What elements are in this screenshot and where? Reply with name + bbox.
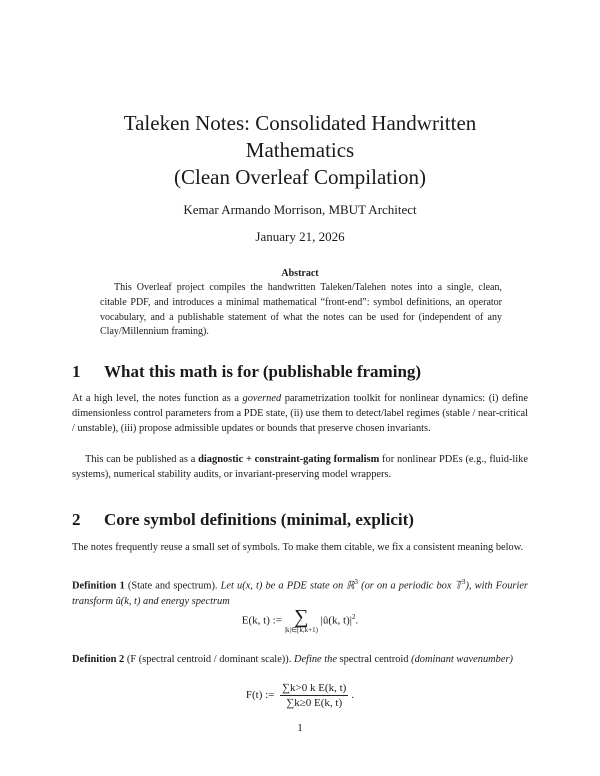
p1-text-b: parametrization toolkit for nonlinear dynamics: (i) define dimensionless control parameters from a PDE state, (ii) use them to detect/label regimes (stable / near-critical / unstable), (iii) propose admissible updates or bounds that preserve chosen invariants. (72, 393, 528, 435)
title-line-1: Taleken Notes: Consolidated Handwritten (123, 111, 477, 135)
eq1-rhs: |û(k, t)| (320, 614, 352, 627)
eq2-fraction (280, 682, 348, 709)
abstract-heading: Abstract (281, 268, 319, 279)
eq2-numerator: ∑k>0 k E(k, t) (282, 682, 347, 694)
definition-1 (72, 575, 528, 609)
p2-bold-term: diagnostic + constraint-gating formalism (198, 454, 380, 465)
title-line-2: Mathematics (245, 138, 355, 162)
definition-2-text-b: (dominant wavenumber) (411, 654, 513, 665)
section-1-number: 1 (72, 362, 81, 381)
eq1-lhs: E(k, t) := (241, 614, 282, 627)
definition-2-term: spectral centroid (339, 654, 409, 665)
section-1-heading (72, 362, 421, 382)
author-line: Kemar Armando Morrison, MBUT Architect (183, 202, 417, 217)
eq1-power: 2 (351, 612, 356, 621)
section-1-title: What this math is for (publishable framing) (104, 362, 422, 381)
sum-subscript: |k|∈[k,k+1) (284, 626, 318, 634)
definition-1-label: Definition 1 (72, 580, 125, 592)
eq2-lhs: F(t) := (245, 689, 275, 702)
eq2-denominator: ∑k≥0 E(k, t) (286, 697, 343, 709)
eq1-sum (285, 608, 318, 634)
page-number: 1 (297, 722, 303, 734)
section-1-paragraph-1 (72, 391, 528, 437)
definition-1-text-c: ), with Fourier transform û(k, t) and energy spectrum (72, 580, 528, 607)
section-2-heading (72, 510, 414, 530)
equation-spectral-centroid (0, 682, 600, 709)
section-1-paragraph-2 (72, 452, 528, 482)
abstract-body: This Overleaf project compiles the handwritten Taleken/Talehen notes into a single, clean, citable PDF, and introduces a minimal mathematical “front-end”: symbol definitions, an operator vocabulary, and a publishable statement of what the notes can be used for (independent of any Clay/Millennium framing). (100, 282, 502, 338)
definition-1-text-a: Let u(x, t) be a PDE state on ℝ (220, 580, 355, 592)
definition-1-text-b: (or on a periodic box 𝕋 (358, 580, 462, 592)
date-line: January 21, 2026 (255, 229, 345, 244)
equation-energy-spectrum (0, 608, 600, 634)
definition-2 (72, 652, 528, 667)
title-line-3: (Clean Overleaf Compilation) (174, 165, 426, 189)
definition-1-sup-1: 3 (354, 578, 358, 586)
p2-text-a: This can be published as a (85, 454, 199, 465)
section-2-intro: The notes frequently reuse a small set of symbols. To make them citable, we fix a consistent meaning below. (72, 542, 524, 553)
definition-1-sup-2: 3 (461, 578, 466, 586)
section-2-title: Core symbol definitions (minimal, explicit) (104, 510, 414, 529)
paper-title (60, 110, 540, 191)
p1-emphasis: governed (242, 393, 282, 404)
section-2-number: 2 (72, 510, 81, 529)
sum-symbol: ∑ (294, 606, 309, 628)
p2-text-b: for nonlinear PDEs (e.g., fluid-like systems), numerical stability audits, or invariant-preserving model wrappers. (72, 454, 528, 481)
definition-1-name: (State and spectrum). (127, 580, 218, 592)
eq2-end: . (351, 689, 355, 702)
eq1-end: . (355, 614, 359, 627)
definition-2-name: (F (spectral centroid / dominant scale)). (126, 654, 292, 665)
p1-text-a: At a high level, the notes function as a (72, 393, 243, 404)
definition-2-label: Definition 2 (72, 654, 125, 665)
definition-2-text-a: Define the (293, 654, 337, 665)
